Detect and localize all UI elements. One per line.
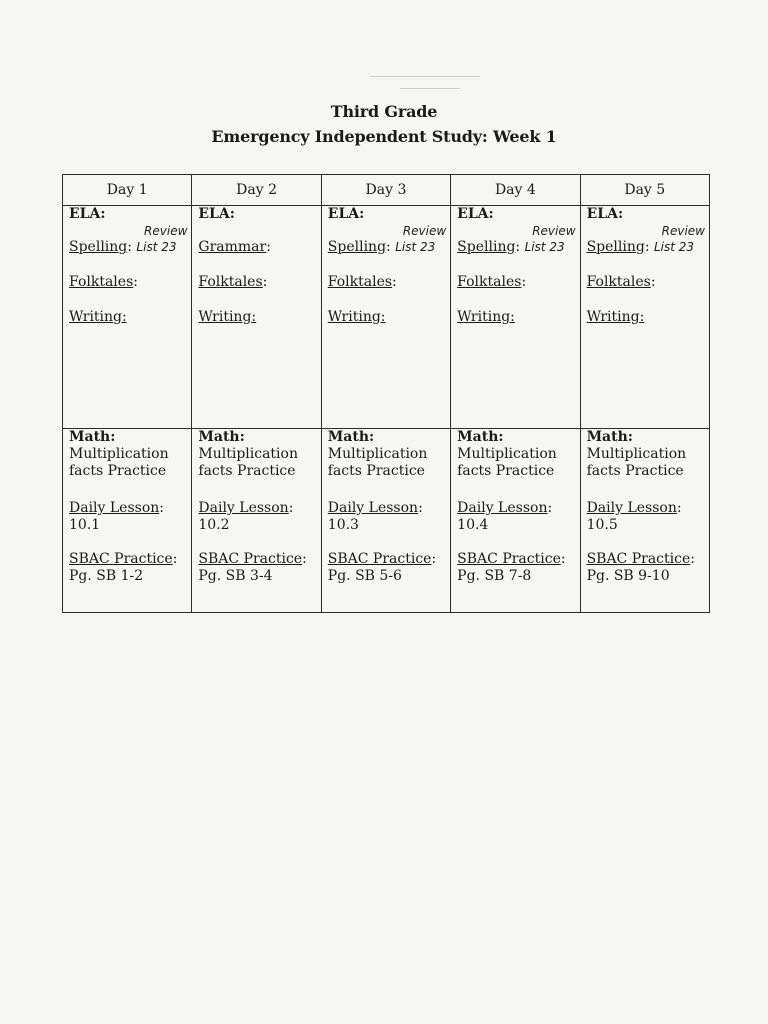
practice-text: facts Practice	[457, 463, 555, 479]
label-colon: :	[650, 274, 656, 290]
lesson-label: Daily Lesson	[69, 500, 160, 516]
folktales-label: Folktales	[457, 274, 522, 290]
practice-text: facts Practice	[69, 463, 167, 479]
handwritten-note	[198, 223, 320, 239]
sbac-value: Pg. SB 7-8	[457, 568, 532, 584]
page-subtitle: Emergency Independent Study: Week 1	[211, 127, 557, 146]
sbac-label: SBAC Practice	[586, 551, 691, 567]
practice-text: Multiplication	[327, 446, 428, 462]
ela-cell	[580, 206, 709, 429]
sbac-line	[198, 551, 320, 568]
handwritten-note: Review	[532, 224, 576, 238]
handwritten-note: List 23	[136, 240, 177, 254]
label-colon: :	[133, 274, 138, 290]
subject-label: ELA:	[198, 206, 235, 222]
practice-text: Multiplication	[457, 446, 557, 462]
assignment-label: Spelling	[586, 239, 645, 255]
handwritten-note: Review	[661, 224, 705, 238]
ela-cell	[451, 206, 580, 429]
subject-label: Math:	[457, 429, 504, 445]
subject-label: ELA:	[69, 206, 106, 222]
sbac-value: Pg. SB 3-4	[198, 568, 273, 584]
lesson-value: 10.3	[327, 517, 359, 533]
folktales-line	[587, 274, 709, 291]
lesson-line	[457, 500, 579, 517]
lesson-label: Daily Lesson	[586, 500, 677, 516]
sbac-label: SBAC Practice	[327, 551, 432, 567]
subject-label: Math:	[198, 429, 245, 445]
label-colon: :	[560, 551, 566, 567]
label-colon: :	[127, 239, 132, 255]
practice-text: Multiplication	[198, 446, 298, 462]
lesson-label: Daily Lesson	[327, 500, 419, 516]
practice-text: Multiplication	[586, 446, 687, 462]
math-cell	[63, 429, 192, 613]
math-cell	[321, 429, 450, 613]
sbac-label: SBAC Practice	[198, 551, 303, 567]
subject-label: Math:	[327, 429, 375, 445]
folktales-line	[69, 274, 191, 291]
assignment-label: Grammar	[198, 239, 267, 255]
page-title: Third Grade	[330, 102, 438, 121]
folktales-line	[457, 274, 579, 291]
folktales-label: Folktales	[586, 274, 651, 290]
day-header: Day 3	[321, 175, 450, 206]
folktales-label: Folktales	[327, 274, 393, 290]
math-cell	[192, 429, 321, 613]
handwritten-note: List 23	[653, 240, 695, 254]
ela-row	[63, 206, 710, 429]
day-header: Day 5	[580, 175, 709, 206]
assignment-label: Spelling	[327, 239, 387, 255]
math-row	[63, 429, 710, 613]
label-colon: :	[431, 551, 437, 567]
handwritten-note: List 23	[524, 240, 565, 254]
label-colon: :	[262, 274, 268, 290]
sbac-line	[457, 551, 579, 568]
handwritten-note: Review	[144, 224, 188, 238]
label-colon: :	[676, 500, 682, 516]
schedule-table	[62, 174, 710, 613]
sbac-label: SBAC Practice	[69, 551, 173, 567]
lesson-value: 10.4	[457, 517, 489, 533]
label-colon: :	[392, 274, 397, 290]
assignment-line	[198, 239, 320, 256]
subject-label: Math:	[69, 429, 116, 445]
writing-label: Writing:	[457, 309, 515, 325]
folktales-line	[328, 274, 450, 291]
label-colon: :	[302, 551, 307, 567]
scan-artifact	[400, 88, 460, 89]
day-header: Day 1	[63, 175, 192, 206]
writing-label: Writing:	[327, 309, 386, 325]
writing-label: Writing:	[586, 309, 645, 325]
practice-text: facts Practice	[198, 463, 296, 479]
lesson-line	[69, 500, 191, 517]
subject-label: ELA:	[586, 206, 624, 222]
scan-artifact	[370, 76, 480, 77]
folktales-label: Folktales	[69, 274, 134, 290]
label-colon: :	[547, 500, 553, 516]
writing-label: Writing:	[69, 309, 127, 325]
folktales-line	[198, 274, 320, 291]
sbac-label: SBAC Practice	[457, 551, 561, 567]
label-colon: :	[266, 239, 271, 255]
sbac-line	[328, 551, 450, 568]
lesson-value: 10.2	[198, 517, 230, 533]
assignment-line	[457, 239, 579, 256]
practice-text: facts Practice	[327, 463, 425, 479]
day-header-row	[63, 175, 710, 206]
lesson-label: Daily Lesson	[198, 500, 289, 516]
day-header: Day 2	[192, 175, 321, 206]
assignment-label: Spelling	[69, 239, 128, 255]
subject-label: ELA:	[457, 206, 494, 222]
label-colon: :	[418, 500, 423, 516]
sbac-line	[69, 551, 191, 568]
assignment-line	[69, 239, 191, 256]
ela-cell	[63, 206, 192, 429]
subject-label: Math:	[586, 429, 633, 445]
lesson-line	[328, 500, 450, 517]
math-cell	[580, 429, 709, 613]
label-colon: :	[288, 500, 294, 516]
lesson-label: Daily Lesson	[457, 500, 548, 516]
assignment-line	[587, 239, 709, 256]
ela-cell	[192, 206, 321, 429]
practice-text: Multiplication	[69, 446, 169, 462]
label-colon: :	[644, 239, 650, 255]
label-colon: :	[172, 551, 178, 567]
math-cell	[451, 429, 580, 613]
lesson-value: 10.1	[69, 517, 101, 533]
label-colon: :	[515, 239, 521, 255]
assignment-line	[328, 239, 450, 256]
assignment-label: Spelling	[457, 239, 516, 255]
writing-label: Writing:	[198, 309, 257, 325]
label-colon: :	[159, 500, 165, 516]
folktales-label: Folktales	[198, 274, 263, 290]
lesson-line	[587, 500, 709, 517]
label-colon: :	[521, 274, 527, 290]
day-header: Day 4	[451, 175, 580, 206]
handwritten-note: Review	[402, 224, 447, 238]
subject-label: ELA:	[327, 206, 365, 222]
ela-cell	[321, 206, 450, 429]
sbac-line	[587, 551, 709, 568]
sbac-value: Pg. SB 9-10	[586, 568, 670, 584]
label-colon: :	[690, 551, 695, 567]
practice-text: facts Practice	[586, 463, 684, 479]
sbac-value: Pg. SB 1-2	[69, 568, 144, 584]
lesson-value: 10.5	[586, 517, 618, 533]
sbac-value: Pg. SB 5-6	[327, 568, 402, 584]
label-colon: :	[386, 239, 391, 255]
handwritten-note: List 23	[395, 240, 436, 254]
lesson-line	[198, 500, 320, 517]
